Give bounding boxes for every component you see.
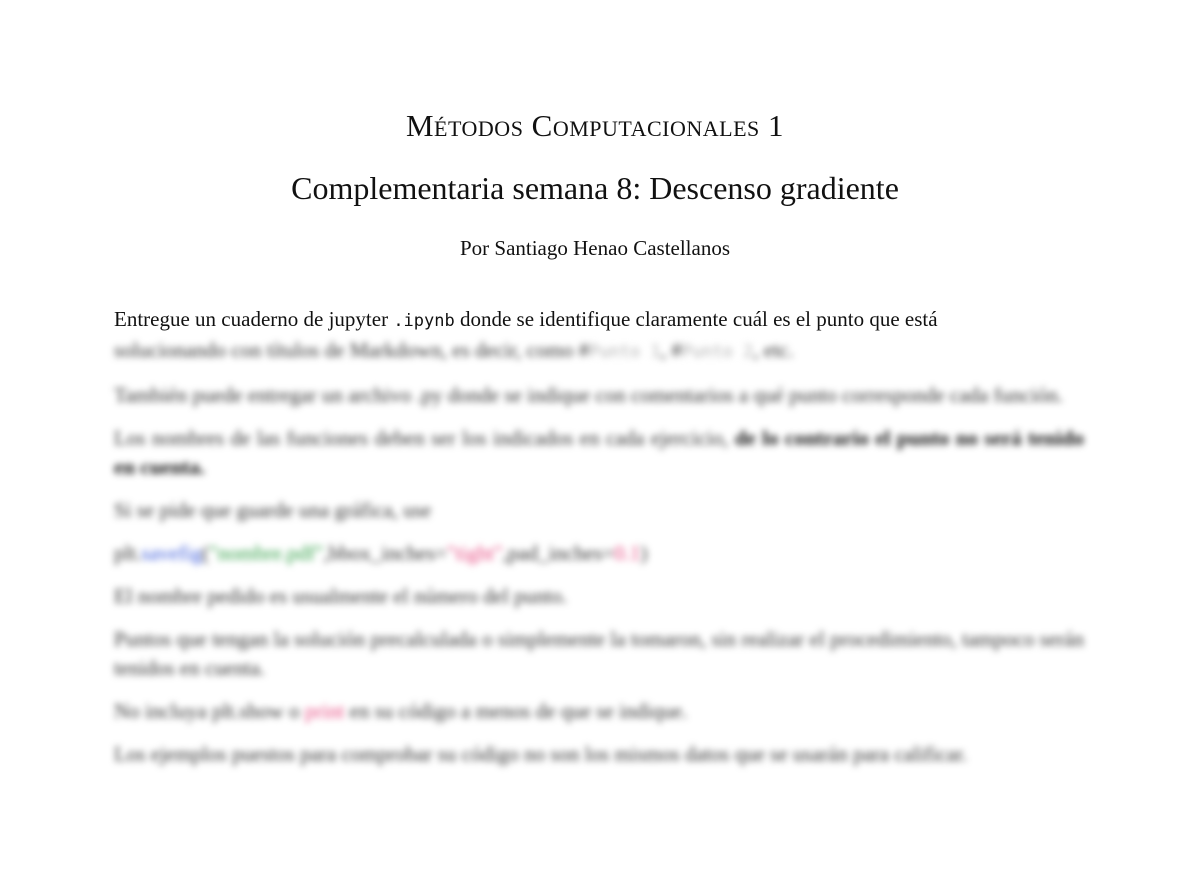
course-title: Métodos Computacionales 1 — [405, 108, 785, 143]
intro-continuation — [114, 338, 794, 362]
document-title: Complementaria semana 8: Descenso gradiente — [291, 170, 899, 206]
author-line: Por Santiago Henao Castellanos — [459, 236, 731, 260]
document-body — [114, 305, 1084, 783]
py-file-paragraph: También puede entregar un archivo .py donde se indique con comentarios a qué punto corresponde cada función. — [114, 383, 1064, 407]
no-print-paragraph — [114, 697, 1084, 726]
function-names-warning: de lo contrario el punto no será tenido en cuenta. — [114, 426, 1084, 479]
function-names-paragraph — [114, 424, 1084, 482]
intro-first-line — [114, 305, 1084, 336]
savefig-code-line — [114, 539, 1084, 568]
code-close: ) — [640, 541, 648, 565]
no-print-text-end: en su código a menos de que se indique. — [344, 699, 688, 723]
filename-paragraph: El nombre pedido es usualmente el número del punto. — [114, 584, 568, 608]
code-arg-tight: "tight" — [446, 541, 503, 565]
intro-paragraph — [114, 305, 1084, 367]
intro-continuation-sep: , # — [660, 338, 682, 362]
intro-continuation-text: solucionando con títulos de Markdown, es decir, como # — [114, 338, 590, 362]
function-names-text: Los nombres de las funciones deben ser los indicados en cada ejercicio, — [114, 426, 735, 450]
code-function: savefig — [141, 541, 203, 565]
save-figure-paragraph: Si se pide que guarde una gráfica, use — [114, 498, 432, 522]
print-code: print — [304, 699, 345, 723]
code-open: ( — [202, 541, 210, 565]
code-arg-filename: "nombre.pdf" — [209, 541, 324, 565]
code-mid: ,bbox_inches= — [323, 541, 447, 565]
code-arg-pad: 0.1 — [614, 541, 641, 565]
punto-1-code: Punto 1 — [589, 342, 661, 362]
intro-text-end: donde se identifique claramente cuál es el punto que está — [454, 307, 938, 331]
no-print-text-start: No incluya plt.show o — [114, 699, 305, 723]
intro-text-start: Entregue un cuaderno de jupyter — [114, 307, 394, 331]
precomputed-paragraph: Puntos que tengan la solución precalculada o simplemente la tomaron, sin realizar el procedimiento, tampoco serán tenidos en cuenta. — [114, 627, 1084, 680]
code-prefix: plt. — [114, 541, 142, 565]
code-mid2: ,pad_inches= — [502, 541, 615, 565]
intro-continuation-end: , etc. — [753, 338, 794, 362]
punto-2-code: Punto 2 — [681, 342, 754, 362]
examples-paragraph: Los ejemplos puestos para comprobar su código no son los mismos datos que se usarán para calificar. — [114, 742, 968, 766]
ipynb-code: .ipynb — [393, 311, 455, 331]
